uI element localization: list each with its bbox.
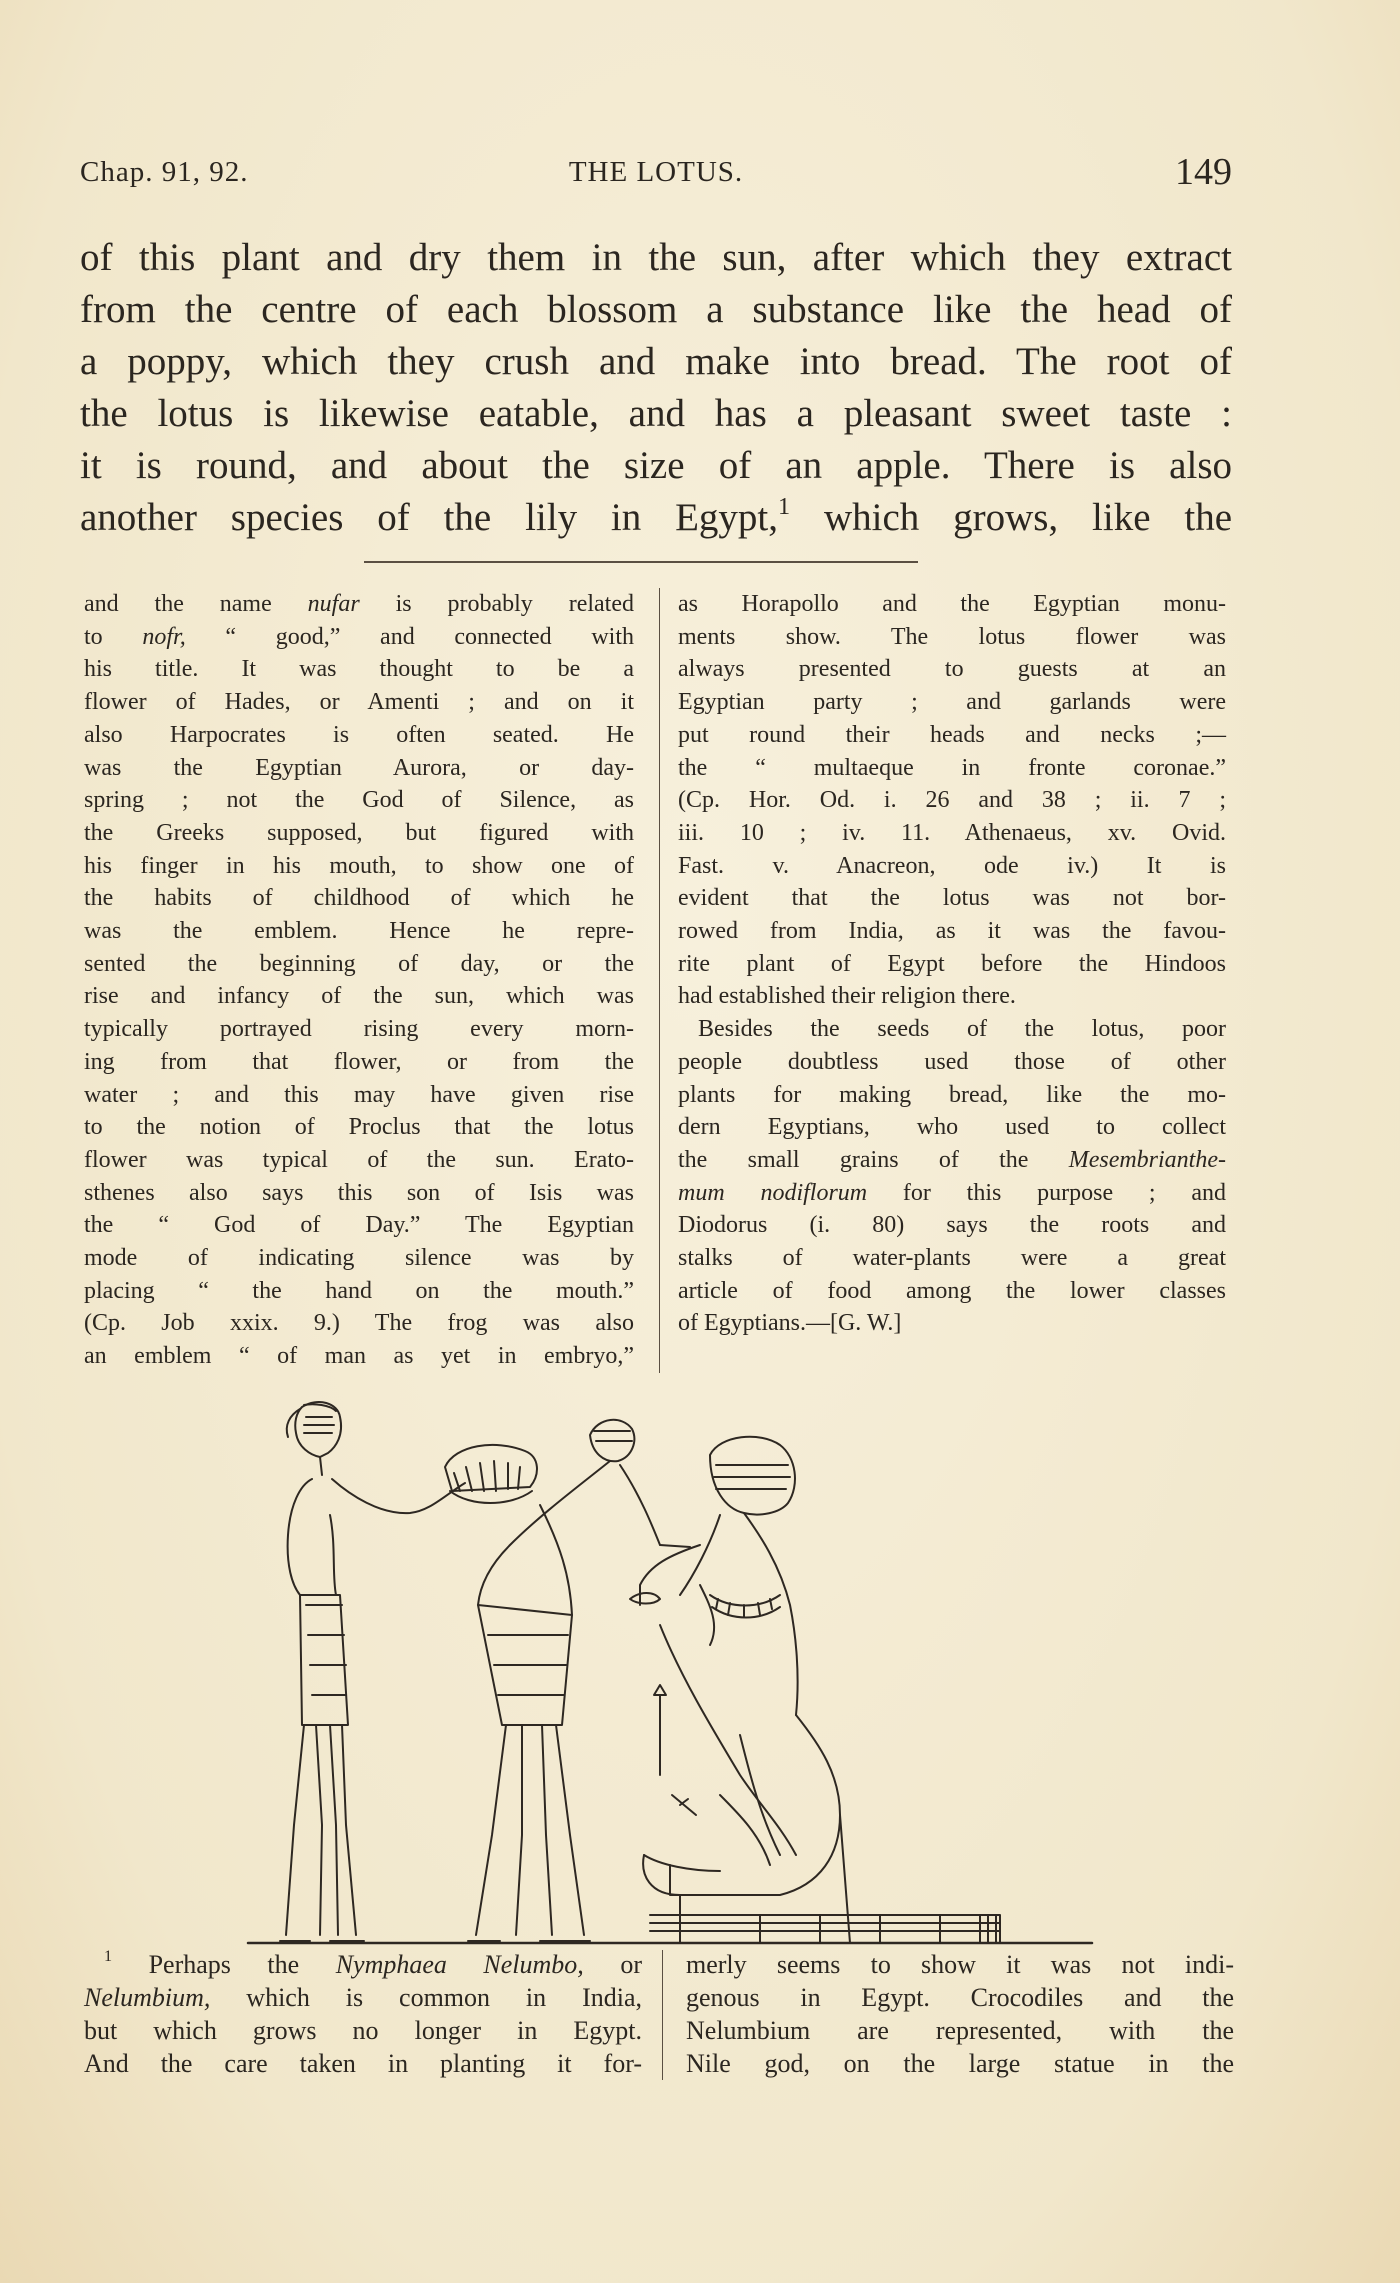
- footnote-line: [84, 1981, 642, 2014]
- note-line: also Harpocrates is often seated. He: [84, 721, 634, 748]
- footnote-left-column: [84, 1948, 642, 2080]
- note-line: his title. It was thought to be a: [84, 656, 634, 683]
- note-line: ments show. The lotus flower was: [678, 623, 1226, 650]
- footnote-text: or: [583, 1950, 642, 1979]
- note-line: the “ God of Day.” The Egyptian: [84, 1212, 634, 1239]
- note-line: dern Egyptians, who used to collect: [678, 1114, 1226, 1141]
- standing-servant-figure: [280, 1402, 465, 1941]
- note-line: rise and infancy of the sun, which was: [84, 983, 634, 1010]
- note-italic: nofr,: [142, 623, 186, 650]
- note-line: the Greeks supposed, but figured with: [84, 819, 634, 846]
- note-line: of Egyptians.—[G. W.]: [678, 1310, 902, 1337]
- main-line: of this plant and dry them in the sun, after which they extract: [80, 236, 1232, 279]
- note-text: “ good,” and connected with: [185, 623, 635, 650]
- footnote-column-divider: [662, 1950, 663, 2080]
- note-italic: Mesembrianthe-: [1068, 1146, 1226, 1173]
- bending-servant-figure: [468, 1420, 690, 1941]
- note-line: sthenes also says this son of Isis was: [84, 1179, 634, 1206]
- note-text: is probably related: [359, 591, 634, 617]
- footnote-line: genous in Egypt. Crocodiles and the: [686, 1983, 1234, 2012]
- footnote-marker: 1: [778, 493, 791, 520]
- note-line: Egyptian party ; and garlands were: [678, 689, 1226, 716]
- footnote-line: [84, 1948, 642, 1981]
- footnote-text: Perhaps the: [112, 1950, 336, 1979]
- note-line: [678, 1144, 1226, 1177]
- note-line: ing from that flower, or from the: [84, 1048, 634, 1075]
- note-line: evident that the lotus was not bor-: [678, 885, 1226, 912]
- note-italic: nufar: [307, 591, 360, 617]
- note-line: water ; and this may have given rise: [84, 1081, 634, 1108]
- footnote-line: Nile god, on the large statue in the: [686, 2049, 1234, 2078]
- footnote-line: merly seems to show it was not indi-: [686, 1950, 1234, 1979]
- note-line: (Cp. Hor. Od. i. 26 and 38 ; ii. 7 ;: [678, 787, 1226, 814]
- main-line: the lotus is likewise eatable, and has a pleasant sweet taste :: [80, 392, 1232, 435]
- note-line: stalks of water-plants were a great: [678, 1245, 1226, 1272]
- note-line: as Horapollo and the Egyptian monu-: [678, 591, 1226, 617]
- footnote-marker: 1: [104, 1948, 113, 1966]
- main-line: from the centre of each blossom a substance like the head of: [80, 288, 1232, 331]
- note-line: flower of Hades, or Amenti ; and on it: [84, 689, 634, 716]
- note-line: typically portrayed rising every morn-: [84, 1016, 634, 1043]
- note-line: people doubtless used those of other: [678, 1048, 1226, 1075]
- note-line: rite plant of Egypt before the Hindoos: [678, 950, 1226, 977]
- main-line-text: another species of the lily in Egypt,: [80, 496, 779, 539]
- note-line: was the emblem. Hence he repre-: [84, 918, 634, 945]
- note-line: had established their religion there.: [678, 983, 1016, 1010]
- note-line: flower was typical of the sun. Erato-: [84, 1146, 634, 1173]
- note-line: (Cp. Job xxix. 9.) The frog was also: [84, 1310, 634, 1337]
- editor-note-left-column: [84, 588, 634, 1373]
- note-text: for this purpose ; and: [867, 1179, 1226, 1206]
- note-divider-rule: [364, 561, 918, 563]
- footnote-line: And the care taken in planting it for-: [84, 2049, 642, 2078]
- note-line: spring ; not the God of Silence, as: [84, 787, 634, 814]
- column-divider: [659, 588, 660, 1373]
- note-line: plants for making bread, like the mo-: [678, 1081, 1226, 1108]
- note-line: an emblem “ of man as yet in embryo,”: [84, 1343, 634, 1370]
- chair-bench: [650, 1915, 1000, 1943]
- footnote-right-column: [686, 1948, 1234, 2080]
- footnote-line: but which grows no longer in Egypt.: [84, 2016, 642, 2045]
- footnote-italic: Nymphaea Nelumbo,: [335, 1950, 584, 1979]
- note-line: put round their heads and necks ;—: [678, 721, 1226, 748]
- lotus-offering-bowl: [445, 1445, 537, 1503]
- main-line-text: which grows, like the: [790, 496, 1232, 539]
- main-line: [80, 492, 1232, 544]
- note-line: always presented to guests at an: [678, 656, 1226, 683]
- main-text: [80, 232, 1232, 544]
- chapter-reference: Chap. 91, 92.: [80, 156, 249, 188]
- running-header: [80, 150, 1232, 200]
- page-title: THE LOTUS.: [568, 156, 744, 188]
- note-text: and the name: [84, 591, 308, 617]
- note-line: the “ multaeque in fronte coronae.”: [678, 754, 1226, 781]
- page-number: 149: [1175, 151, 1232, 193]
- note-line: [678, 1177, 1226, 1210]
- note-line: Diodorus (i. 80) says the roots and: [678, 1212, 1226, 1239]
- note-line: [84, 588, 634, 621]
- note-line: sented the beginning of day, or the: [84, 950, 634, 977]
- note-line: mode of indicating silence was by: [84, 1245, 634, 1272]
- note-line: iii. 10 ; iv. 11. Athenaeus, xv. Ovid.: [678, 819, 1226, 846]
- editor-note-right-column: [678, 588, 1226, 1340]
- footnote-italic: Nelumbium,: [84, 1983, 211, 2012]
- note-line: rowed from India, as it was the favou-: [678, 918, 1226, 945]
- note-line: Fast. v. Anacreon, ode iv.) It is: [678, 852, 1226, 879]
- note-line: [84, 621, 634, 654]
- egyptian-offering-scene-illustration: [240, 1395, 1100, 1955]
- note-line: his finger in his mouth, to show one of: [84, 852, 634, 879]
- main-line: it is round, and about the size of an apple. There is also: [80, 444, 1232, 487]
- note-line: the habits of childhood of which he: [84, 885, 634, 912]
- note-text: to: [84, 623, 143, 650]
- note-line: was the Egyptian Aurora, or day-: [84, 754, 634, 781]
- seated-guests-figures: [630, 1437, 850, 1943]
- note-text: the small grains of the: [678, 1146, 1069, 1173]
- footnote-text: which is common in India,: [210, 1983, 642, 2012]
- note-line: to the notion of Proclus that the lotus: [84, 1114, 634, 1141]
- note-italic: mum nodiflorum: [678, 1179, 868, 1206]
- main-line: a poppy, which they crush and make into bread. The root of: [80, 340, 1232, 383]
- note-line: placing “ the hand on the mouth.”: [84, 1277, 634, 1304]
- note-line: article of food among the lower classes: [678, 1277, 1226, 1304]
- footnote-line: Nelumbium are represented, with the: [686, 2016, 1234, 2045]
- note-line: Besides the seeds of the lotus, poor: [698, 1016, 1226, 1043]
